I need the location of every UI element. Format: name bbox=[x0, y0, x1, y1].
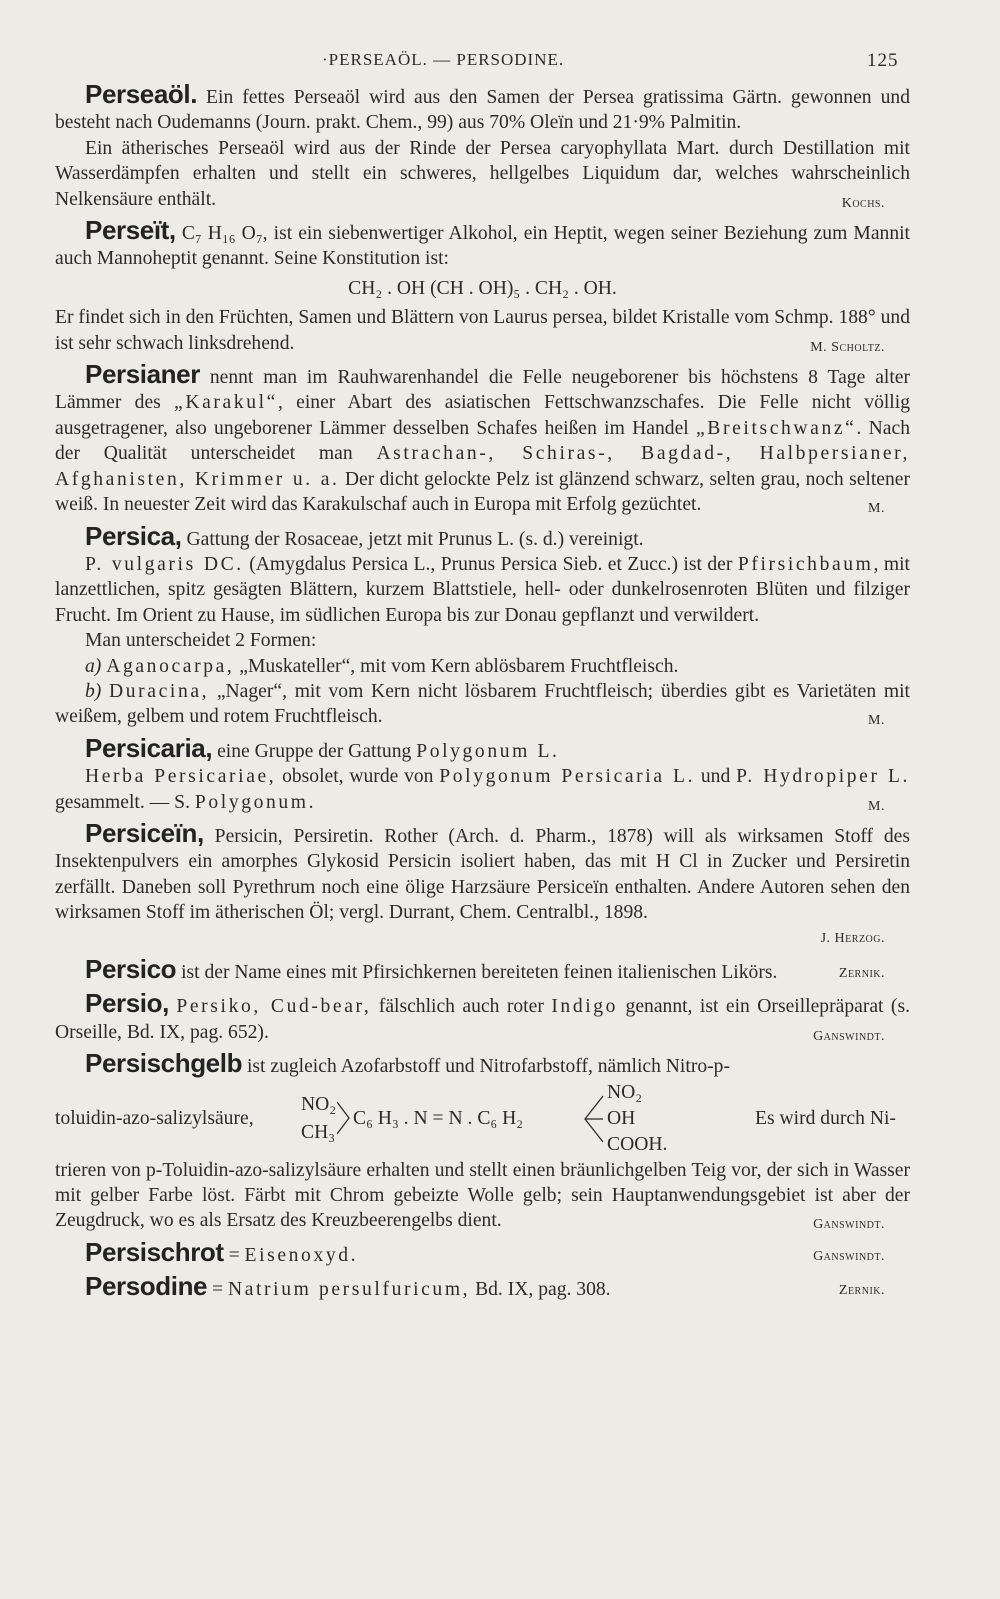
chem-tail: Es wird durch Ni- bbox=[755, 1107, 896, 1129]
entry-text: (Amygdalus Persica L., Prunus Persica Sieb. et Zucc.) ist der bbox=[243, 553, 738, 575]
lemma-persico: Persico bbox=[85, 954, 177, 984]
spaced-term: Polygonum. bbox=[194, 791, 317, 813]
chem-core: C₆ H₃ . N = N . C₆ H₂ bbox=[353, 1107, 524, 1129]
entry-text: gesammelt. — S. bbox=[55, 791, 195, 813]
entry-text: ist ein siebenwertiger Alkohol, ein Heptit, wegen seiner Beziehung zum Mannit auch Mannoheptit genannt. Seine Konstitution ist: bbox=[55, 223, 911, 270]
chem-lead: toluidin-azo-salizylsäure, bbox=[55, 1107, 254, 1129]
entry-text: . Nach der Qualität unterscheidet man bbox=[55, 417, 910, 465]
branch-icon bbox=[583, 1090, 605, 1150]
entry-text: obsolet, wurde von bbox=[276, 766, 440, 788]
lemma-persicein: Persiceïn, bbox=[85, 817, 204, 848]
lemma-persianer: Persianer bbox=[85, 359, 200, 390]
spaced-term: P. vulgaris DC. bbox=[85, 553, 244, 575]
entry-persischgelb bbox=[55, 1048, 910, 1234]
entry-text: Er findet sich in den Früchten, Samen und Blättern von Laurus persea, bildet Kristalle vom Schmp. 188° und ist sehr schwach linksdrehend. bbox=[55, 307, 910, 354]
chem-substituent: CH₃ bbox=[301, 1121, 336, 1143]
spaced-term: Herba Persicariae, bbox=[85, 766, 277, 788]
entry-persica bbox=[55, 520, 910, 730]
spaced-term: Polygonum Persicaria L. bbox=[439, 766, 696, 788]
entry-persianer bbox=[55, 359, 910, 517]
author-signature: M. bbox=[868, 501, 885, 517]
lemma-perseit: Perseït, bbox=[85, 215, 176, 246]
entry-text: , einer Abart des asiatischen Fettschwanzschafes. Die Felle nicht völlig ausgetragener, also ungeborener Lämmer desselben Schafes heißen im Handel bbox=[55, 392, 910, 439]
entry-persodine bbox=[55, 1271, 910, 1302]
entry-persio bbox=[55, 988, 910, 1045]
entry-text: fälschlich auch roter bbox=[371, 996, 552, 1018]
entry-text: „Muskateller“, mit vom Kern ablösbarem Fruchtfleisch. bbox=[234, 655, 679, 677]
spaced-term: „Breitschwanz“ bbox=[696, 417, 857, 439]
entry-text: und bbox=[695, 766, 737, 788]
author-signature: M. bbox=[868, 798, 885, 814]
entry-text: genannt, ist ein Orseillepräparat (s. Orseille, Bd. IX, pag. 652). bbox=[55, 996, 910, 1043]
spaced-term: Duracina, bbox=[109, 680, 210, 702]
lemma-persodine: Persodine bbox=[85, 1271, 208, 1302]
page-body bbox=[55, 79, 911, 1309]
entry-persicaria bbox=[55, 732, 911, 815]
spaced-term: „Karakul“ bbox=[174, 392, 278, 414]
chem-substituent: NO₂ bbox=[301, 1093, 337, 1115]
author-signature: Zernik. bbox=[838, 966, 885, 981]
lemma-persischgelb: Persischgelb bbox=[85, 1048, 243, 1079]
running-header bbox=[0, 50, 1000, 76]
chem-substituent: COOH. bbox=[607, 1133, 668, 1155]
chem-substituent: NO₂ bbox=[607, 1081, 643, 1103]
spaced-term: P. Hydropiper L. bbox=[736, 766, 911, 788]
entry-persicein bbox=[55, 817, 910, 951]
author-signature: Kochs. bbox=[841, 195, 885, 211]
author-signature: J. Herzog. bbox=[820, 930, 885, 946]
entry-perseaoel bbox=[55, 79, 910, 212]
entry-text: Bd. IX, pag. 308. bbox=[470, 1279, 611, 1301]
entry-text: ist zugleich Azofarbstoff und Nitrofarbstoff, nämlich Nitro-p- bbox=[246, 1056, 730, 1078]
inline-formula: C₇ H₁₆ O₇, bbox=[181, 223, 268, 245]
author-signature: Zernik. bbox=[838, 1283, 885, 1299]
entry-text: = bbox=[228, 1244, 245, 1266]
spaced-term: Persiko, Cud-bear, bbox=[176, 996, 372, 1018]
lemma-persischrot: Persischrot bbox=[85, 1236, 224, 1267]
entry-text: Ein fettes Perseaöl wird aus den Samen der Persea gratissima Gärtn. gewonnen und besteht nach Oudemanns (Journ. prakt. Chem., 99) aus 70% Oleïn und 21·9% Palmitin. bbox=[55, 87, 910, 134]
spaced-term: Indigo bbox=[551, 996, 619, 1018]
author-signature: M. bbox=[868, 713, 885, 729]
entry-text: Gattung der Rosaceae, jetzt mit Prunus L. (s. d.) vereinigt. bbox=[186, 528, 644, 550]
lemma-persicaria: Persicaria, bbox=[85, 732, 213, 763]
spaced-term: Aganocarpa, bbox=[106, 655, 235, 677]
author-signature: M. Scholtz. bbox=[810, 339, 885, 355]
bracket-icon bbox=[337, 1100, 351, 1136]
page-number: 125 bbox=[867, 50, 899, 71]
spaced-term: Natrium persulfuricum, bbox=[227, 1279, 471, 1301]
entry-text: , mit lanzettlichen, spitz gesägten Blättern, kurzem Blattstiele, hell- oder dunkelrosenroten Blüten und filziger Frucht. Im Orient zu Hause, im südlichen Europa bis zur Donau gepflanzt und verwildert. bbox=[55, 553, 910, 626]
spaced-term: Eisenoxyd. bbox=[244, 1244, 359, 1266]
entry-text: Man unterscheidet 2 Formen: bbox=[85, 630, 317, 652]
list-marker: b) bbox=[85, 680, 102, 702]
entry-text: = bbox=[212, 1279, 228, 1301]
lemma-persio: Persio, bbox=[85, 988, 169, 1019]
entry-text: eine Gruppe der Gattung bbox=[217, 740, 417, 762]
entry-text: „Nager“, mit vom Kern nicht lösbarem Fruchtfleisch; überdies gibt es Varietäten mit weißem, gelbem und rotem Fruchtfleisch. bbox=[55, 680, 910, 728]
entry-text: nennt man im Rauhwarenhandel die Felle neugeborener bis höchstens 8 Tage alter Lämmer des bbox=[55, 367, 910, 414]
entry-perseit bbox=[55, 215, 911, 356]
structural-formula: CH₂ . OH (CH . OH)₅ . CH₂ . OH. bbox=[348, 277, 617, 299]
entry-text: ist der Name eines mit Pfirsichkernen bereiteten feinen italienischen Likörs. bbox=[181, 962, 778, 983]
entry-persischrot bbox=[55, 1236, 910, 1268]
entry-text: Der dicht gelockte Pelz ist glänzend schwarz, selten grau, noch seltener weiß. In neuester Zeit wird das Karakulschaf auch in Europa mit Erfolg gezüchtet. bbox=[55, 468, 910, 516]
entry-text: Ein ätherisches Perseaöl wird aus der Rinde der Persea caryophyllata Mart. durch Destillation mit Wasserdämpfen erhalten und stellt ein schweres, hellgelbes Liquidum dar, welches wahrscheinlich Nelkensäure enthält. bbox=[55, 137, 910, 210]
entry-text: Persicin, Persiretin. Rother (Arch. d. Pharm., 1878) will als wirksamen Stoff des Insektenpulvers ein amorphes Glykosid Persicin isoliert haben, das mit H Cl in Zucker und Persiretin zerfällt. Daneben soll Pyrethrum noch eine ölige Harzsäure Persiceïn enthalten. Andere Autoren sehen den wirksamen Stoff im ätherischen Öl; vergl. Durrant, Chem. Centralbl., 1898. bbox=[55, 825, 910, 924]
author-signature: Ganswindt. bbox=[813, 1217, 885, 1233]
spaced-term: Pfirsichbaum bbox=[737, 553, 874, 575]
lemma-perseaoel: Perseaöl. bbox=[85, 79, 198, 109]
chem-substituent: OH bbox=[607, 1107, 636, 1129]
spaced-term: Polygonum L. bbox=[416, 740, 560, 762]
author-signature: Ganswindt. bbox=[813, 1028, 885, 1044]
lemma-persica: Persica, bbox=[85, 520, 182, 551]
chemical-formula-block bbox=[55, 1081, 910, 1156]
entry-text: trieren von p-Toluidin-azo-salizylsäure erhalten und stellt einen bräunlichgelben Teig vor, der sich in Wasser mit gelber Farbe löst. Färbt mit Chrom gebeizte Wolle gelb; sein Hauptanwendungsgebiet ist aber der Zeugdruck, wo es als Ersatz des Kreuzbeerengelbs dient. bbox=[55, 1159, 910, 1232]
author-signature: Ganswindt. bbox=[813, 1248, 885, 1264]
entry-persico bbox=[55, 954, 910, 985]
list-marker: a) bbox=[85, 655, 102, 677]
spaced-term: Astrachan-, Schiras-, Bagdad-, Halbpersianer, Afghanisten, Krimmer u. a. bbox=[55, 443, 910, 490]
running-title: ·PERSEAÖL. — PERSODINE. bbox=[322, 50, 565, 69]
